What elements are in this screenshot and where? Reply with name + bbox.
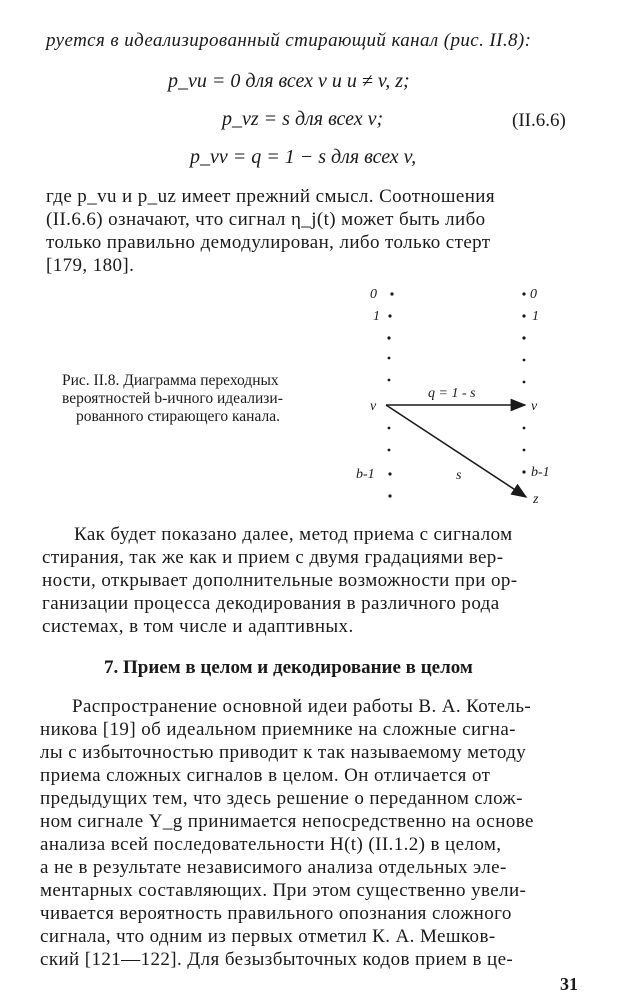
- para2-line: Как будет показано далее, метод приема с сигналом: [74, 524, 513, 545]
- page-number: 31: [560, 974, 578, 994]
- left-label-v: v: [370, 399, 377, 414]
- para3-line: предыдущих тем, что здесь решение о переданном слож-: [40, 788, 523, 809]
- caption-line: рованного стирающего канала.: [76, 408, 280, 425]
- section-heading: 7. Прием в целом и декодирование в целом: [104, 657, 473, 678]
- para3-line: никова [19] об идеальном приемнике на сложные сигна-: [40, 719, 516, 740]
- arrow-label-s: s: [456, 468, 462, 483]
- para3-line: сигнала, что одним из первых отметил К. А. Мешков-: [40, 926, 496, 947]
- para3-line: ном сигнале Y_g принимается непосредственно на основе: [40, 811, 534, 832]
- para1-line: (II.6.6) означают, что сигнал η_j(t) может быть либо: [46, 209, 486, 230]
- para1-line: где p_vu и p_uz имеет прежний смысл. Соотношения: [46, 186, 496, 207]
- caption-line: вероятностей b-ичного идеализи-: [62, 390, 283, 407]
- para3-line: приема сложных сигналов в целом. Он отличается от: [40, 765, 491, 786]
- formula-3: p_vv = q = 1 − s для всех v,: [190, 146, 417, 168]
- para1-line: только правильно демодулирован, либо только стерт: [46, 232, 491, 253]
- right-label-z: z: [533, 492, 539, 507]
- intro-line: руется в идеализированный стирающий канал (рис. II.8):: [46, 30, 532, 51]
- right-label-0: 0: [530, 287, 537, 302]
- left-label-0: 0: [370, 287, 377, 302]
- para2-line: системах, в том числе и адаптивных.: [42, 616, 354, 637]
- para3-line: Распространение основной идеи работы В. А. Котель-: [72, 696, 532, 717]
- equation-number: (II.6.6): [512, 110, 566, 131]
- left-label-1: 1: [373, 309, 380, 324]
- para3-line: ский [121—122]. Для безызбыточных кодов прием в це-: [40, 949, 514, 970]
- left-label-b-1: b-1: [356, 467, 375, 482]
- para3-line: анализа всей последовательности H(t) (II.1.2) в целом,: [40, 834, 502, 855]
- left-dots: [387, 292, 393, 497]
- para3-line: чивается вероятность правильного опознания сложного: [40, 903, 512, 924]
- para2-line: стирания, так же как и прием с двумя градациями вер-: [42, 547, 504, 568]
- arrow-v-to-z: [386, 405, 526, 497]
- para3-line: а не в результате независимого анализа отдельных эле-: [40, 857, 507, 878]
- para2-line: ности, открывает дополнительные возможности при ор-: [42, 570, 518, 591]
- caption-line: Рис. II.8. Диаграмма переходных: [62, 372, 279, 389]
- para3-line: лы с избыточностью приводит к так называемому методу: [40, 742, 527, 763]
- arrow-label-q: q = 1 - s: [428, 386, 476, 401]
- formula-1: p_vu = 0 для всех v и u ≠ v, z;: [168, 70, 410, 92]
- right-label-1: 1: [532, 309, 539, 324]
- para3-line: ментарных составляющих. При этом существенно увели-: [40, 880, 527, 901]
- formula-2: p_vz = s для всех v;: [222, 108, 384, 130]
- right-dots: [522, 292, 525, 473]
- para2-line: ганизации процесса декодирования в различного рода: [42, 593, 500, 614]
- right-label-v: v: [531, 399, 538, 414]
- para1-line: [179, 180].: [46, 255, 135, 276]
- right-label-b-1: b-1: [531, 465, 550, 480]
